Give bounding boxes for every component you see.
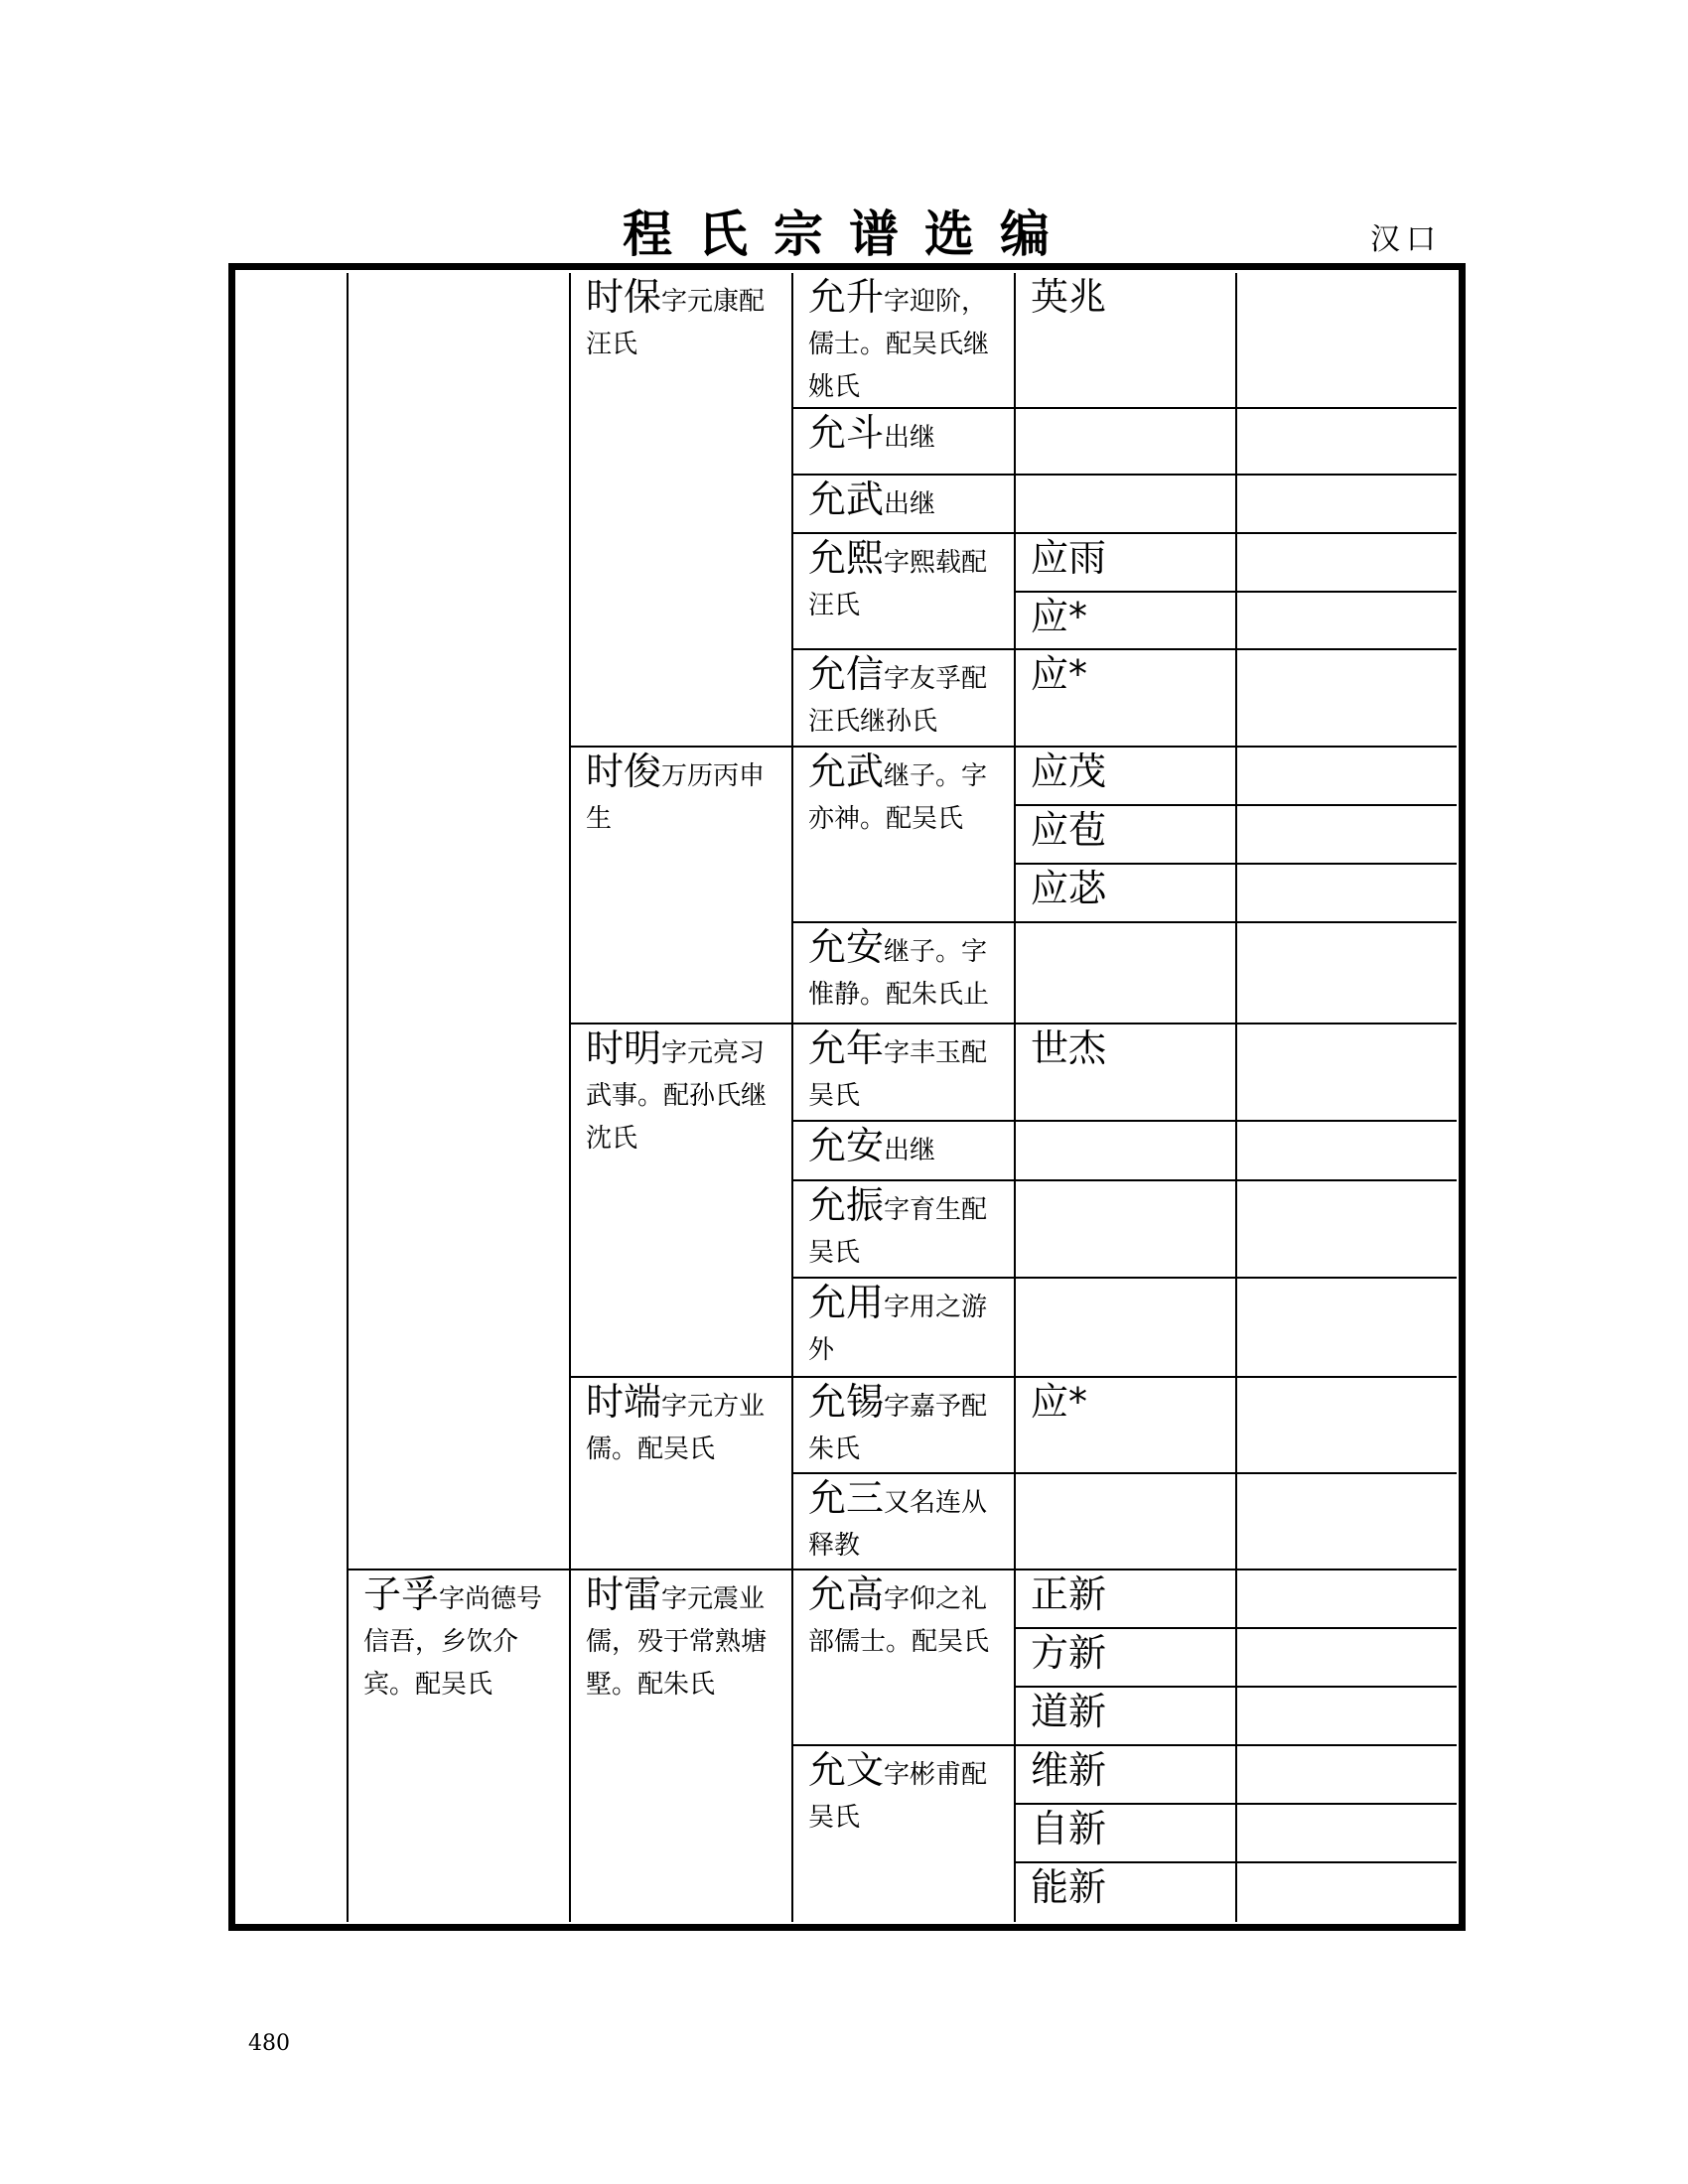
- col4-entry: 允熙字熙载配汪氏: [808, 536, 988, 620]
- col4-entry: 允信字友孚配汪氏继孙氏: [808, 652, 988, 737]
- col5-entry: 世杰: [1031, 1026, 1107, 1070]
- place-label: 汉口: [1370, 222, 1442, 257]
- col3-entry: 时端字元方业儒。配吴氏: [586, 1380, 766, 1464]
- col4-entry: 允高字仰之礼部儒士。配吴氏: [808, 1572, 990, 1657]
- col4-entry: 允文字彬甫配吴氏: [808, 1748, 988, 1833]
- col5-entry: 应雨: [1031, 536, 1107, 580]
- col4-entry: 允斗出继: [808, 411, 936, 455]
- col4-entry: 允年字丰玉配吴氏: [808, 1026, 988, 1111]
- col3-entry: 时明字元亮习武事。配孙氏继沈氏: [586, 1026, 768, 1154]
- col3-entry: 时雷字元震业儒，殁于常熟塘墅。配朱氏: [586, 1572, 768, 1700]
- col3-entry: 时保字元康配汪氏: [586, 275, 766, 359]
- col5-entry: 应苾: [1031, 867, 1107, 910]
- col5-entry: 维新: [1031, 1748, 1107, 1792]
- col5-entry: 应*: [1031, 1380, 1088, 1424]
- col4-entry: 允锡字嘉予配朱氏: [808, 1380, 988, 1464]
- col5-entry: 道新: [1031, 1690, 1107, 1733]
- col4-entry: 允三又名连从释教: [808, 1476, 988, 1561]
- col4-entry: 允武继子。字亦神。配吴氏: [808, 750, 988, 834]
- page-number: 480: [248, 2031, 290, 2056]
- col5-entry: 自新: [1031, 1807, 1107, 1850]
- genealogy-table: [237, 273, 1457, 1922]
- col5-entry: 应*: [1031, 652, 1088, 696]
- col3-entry: 时俊万历丙申生: [586, 750, 766, 834]
- col2-entry: 子孚字尚德号信吾，乡饮介宾。配吴氏: [363, 1572, 543, 1700]
- col4-entry: 允武出继: [808, 478, 936, 521]
- col4-entry: 允安继子。字惟静。配朱氏止: [808, 925, 990, 1010]
- col4-entry: 允升字迎阶，儒士。配吴氏继姚氏: [808, 275, 990, 402]
- col5-entry: 应茂: [1031, 750, 1107, 793]
- col5-entry: 能新: [1031, 1865, 1107, 1909]
- col4-entry: 允振字育生配吴氏: [808, 1183, 988, 1268]
- col4-entry: 允用字用之游外: [808, 1281, 988, 1365]
- col5-entry: 正新: [1031, 1572, 1107, 1616]
- col5-entry: 方新: [1031, 1631, 1107, 1675]
- col5-entry: 应*: [1031, 595, 1088, 638]
- page-title: 程氏宗谱选编: [623, 205, 1075, 263]
- col5-entry: 应苞: [1031, 808, 1107, 852]
- col5-entry: 英兆: [1031, 275, 1107, 319]
- col4-entry: 允安出继: [808, 1124, 936, 1167]
